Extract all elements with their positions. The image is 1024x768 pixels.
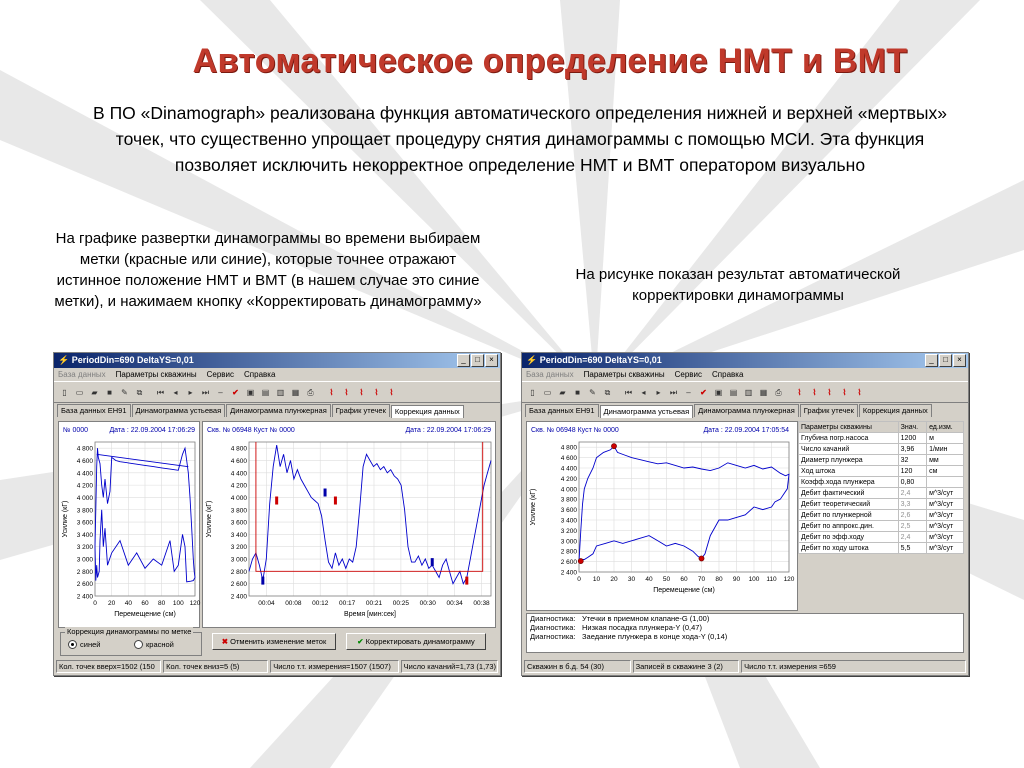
param-unit: м^3/сут: [927, 488, 964, 499]
status-measure-points: Число т.т. измерения=1507 (1507): [270, 660, 398, 673]
y-tick-label: 3 600: [230, 519, 247, 527]
y-tick-label: 2 600: [560, 559, 577, 567]
y-tick-label: 4 200: [230, 482, 247, 490]
close-button[interactable]: ×: [485, 354, 498, 367]
time-marker: [275, 497, 278, 505]
x-tick-label: 50: [662, 576, 671, 583]
y-tick-label: 2 400: [230, 593, 247, 601]
param-name: Дебит по плунжерной: [799, 510, 899, 521]
menu-well-params[interactable]: Параметры скважины: [115, 370, 197, 379]
new-icon[interactable]: ▯: [530, 387, 535, 397]
chart4-icon[interactable]: ⌇: [842, 387, 847, 397]
minimize-button[interactable]: _: [457, 354, 470, 367]
result-chart-panel: [526, 421, 798, 611]
y-tick-label: 3 000: [76, 556, 93, 564]
param-name: Дебит по ходу штока: [799, 543, 899, 554]
last-record-icon[interactable]: ⏭: [201, 387, 210, 397]
print-icon[interactable]: ⎙: [307, 387, 314, 397]
y-tick-label: 3 400: [76, 531, 93, 539]
check-icon[interactable]: ✔: [232, 387, 239, 397]
cancel-marks-button[interactable]: [212, 633, 336, 650]
x-tick-label: 120: [783, 576, 795, 583]
right-window-titlebar[interactable]: [522, 353, 968, 368]
y-tick-label: 3 400: [560, 517, 577, 525]
check-icon[interactable]: ✔: [700, 387, 707, 397]
x-tick-label: 120: [189, 600, 201, 607]
save-icon[interactable]: ■: [575, 387, 580, 397]
param-value: 5,5: [898, 543, 926, 554]
param-value: 2,5: [898, 521, 926, 532]
delete-record-icon[interactable]: –: [686, 387, 691, 397]
tab-leak-chart[interactable]: График утечек: [332, 404, 390, 417]
print-icon[interactable]: ⎙: [775, 387, 782, 397]
params-row[interactable]: [799, 488, 964, 499]
params-row[interactable]: [799, 532, 964, 543]
save-icon[interactable]: ■: [107, 387, 112, 397]
dead-point-marker: [699, 556, 704, 561]
correct-check-icon: ✔: [357, 637, 364, 646]
params-row[interactable]: [799, 499, 964, 510]
intro-paragraph: В ПО «Dinamograph» реализована функция автоматического определения нижней и верхней «мертвых» точек, что существенно упрощает процедуру снятия динамограммы с помощью МСИ. Эта функция позволяет исключить некорректное определение НМТ и ВМТ оператором визуально: [93, 103, 947, 175]
menu-database[interactable]: База данных: [58, 370, 106, 379]
params-row[interactable]: [799, 477, 964, 488]
params-header-row: [799, 422, 964, 433]
menu-well-params[interactable]: Параметры скважины: [583, 370, 665, 379]
param-unit: 1/мин: [927, 444, 964, 455]
x-tick-label: 40: [645, 576, 653, 583]
doc2-icon[interactable]: ▥: [744, 387, 753, 397]
x-tick-label: 20: [610, 576, 618, 583]
x-tick-label: 80: [715, 576, 723, 583]
y-tick-label: 4 200: [76, 482, 93, 490]
right-caption: На рисунке показан результат автоматической корректировки динамограммы: [575, 266, 901, 304]
y-tick-label: 2 600: [230, 581, 247, 589]
minimize-button[interactable]: _: [925, 354, 938, 367]
small-dynamogram-chart: [59, 422, 199, 627]
left-statusbar: [56, 660, 498, 673]
menu-database[interactable]: База данных: [526, 370, 574, 379]
params-col-unit: ед.изм.: [927, 422, 964, 433]
small-chart-panel: [58, 421, 200, 628]
y-tick-label: 4 800: [560, 444, 577, 452]
param-name: Дебит теоретический: [799, 499, 899, 510]
radio-red-label: красной: [146, 640, 174, 649]
y-tick-label: 4 000: [230, 494, 247, 502]
diagnostic-row: Диагностика: Низкая посадка плунжера-Y (0,47): [530, 623, 702, 632]
radio-blue-label: синей: [80, 640, 101, 649]
first-record-icon[interactable]: ⏮: [156, 387, 165, 397]
tab-leak-chart[interactable]: График утечек: [800, 404, 858, 417]
tab-data-correction[interactable]: Коррекция данных: [391, 405, 464, 418]
x-tick-label: 00:25: [392, 600, 410, 607]
folder-icon[interactable]: ▰: [559, 387, 566, 397]
radio-blue[interactable]: [68, 640, 100, 649]
param-name: Число качаний: [799, 444, 899, 455]
import-icon[interactable]: ▣: [714, 387, 723, 397]
menubar: [54, 368, 500, 381]
chart-date-label: Дата : 22.09.2004 17:06:29: [405, 427, 491, 434]
status-strokes: Число качаний=1,73 (1,73): [401, 660, 498, 673]
x-tick-label: 00:04: [258, 600, 275, 607]
last-record-icon[interactable]: ⏭: [669, 387, 678, 397]
y-tick-label: 3 200: [76, 544, 93, 552]
param-name: Дебит по эфф.ходу: [799, 532, 899, 543]
new-icon[interactable]: ▯: [62, 387, 67, 397]
y-tick-label: 2 800: [76, 568, 93, 576]
chart4-icon[interactable]: ⌇: [374, 387, 379, 397]
copy-icon[interactable]: ⧉: [136, 387, 143, 397]
param-unit: м^3/сут: [927, 532, 964, 543]
params-row[interactable]: [799, 455, 964, 466]
doc-icon[interactable]: ▤: [261, 387, 270, 397]
tab-wellhead-dynamogram[interactable]: Динамограмма устьевая: [600, 405, 694, 418]
y-tick-label: 3 000: [560, 538, 577, 546]
x-tick-label: 0: [577, 576, 581, 583]
prev-record-icon[interactable]: ◂: [173, 387, 178, 397]
params-row[interactable]: [799, 521, 964, 532]
folder-icon[interactable]: ▰: [91, 387, 98, 397]
copy-icon[interactable]: ⧉: [604, 387, 611, 397]
x-tick-label: 00:38: [473, 600, 490, 607]
y-tick-label: 4 600: [230, 457, 247, 465]
next-record-icon[interactable]: ▸: [656, 387, 661, 397]
menu-help[interactable]: Справка: [244, 370, 276, 379]
toolbar: [54, 381, 500, 403]
y-tick-label: 3 400: [230, 531, 247, 539]
y-axis-label: Усилие (кГ): [206, 500, 213, 538]
cancel-x-icon: ✖: [221, 637, 229, 646]
param-value: 32: [898, 455, 926, 466]
y-tick-label: 2 800: [560, 548, 577, 556]
y-tick-label: 2 400: [76, 593, 93, 601]
tab-plunger-dynamogram[interactable]: Динамограмма плунжерная: [226, 404, 331, 417]
y-tick-label: 4 000: [560, 486, 577, 494]
next-record-icon[interactable]: ▸: [188, 387, 193, 397]
slide-title: Автоматическое определение НМТ и ВМТ: [192, 42, 908, 80]
param-unit: [927, 477, 964, 488]
param-value: 1200: [898, 433, 926, 444]
cancel-marks-label: Отменить изменение меток: [230, 637, 327, 646]
x-tick-label: 00:08: [285, 600, 302, 607]
x-tick-label: 00:12: [312, 600, 329, 607]
x-tick-label: 70: [697, 576, 706, 583]
radio-blue-dot[interactable]: [68, 640, 77, 649]
x-tick-label: 100: [172, 600, 184, 607]
y-tick-label: 4 600: [560, 455, 577, 463]
corrected-dynamogram-chart: [527, 422, 797, 610]
x-tick-label: 00:21: [365, 600, 383, 607]
x-axis-label: Время [мин:сек]: [344, 611, 396, 618]
right-app-window: [521, 352, 969, 676]
param-unit: м^3/сут: [927, 499, 964, 510]
status-wells-in-db: Скважин в б.д. 54 (30): [524, 660, 631, 673]
chart3-icon[interactable]: ⌇: [359, 387, 364, 397]
y-tick-label: 4 200: [560, 475, 577, 483]
chart-date-label: Дата : 22.09.2004 17:06:29: [109, 427, 195, 434]
y-tick-label: 4 800: [76, 445, 93, 453]
y-tick-label: 3 200: [560, 527, 577, 535]
toolbar: [522, 381, 968, 403]
doc-icon[interactable]: ▤: [729, 387, 738, 397]
app-icon: ⚡: [526, 355, 538, 365]
y-tick-label: 3 200: [230, 544, 247, 552]
y-axis-label: Усилие (кГ): [62, 500, 69, 538]
chart1-icon[interactable]: ⌇: [797, 387, 802, 397]
tab-strip: [522, 403, 968, 417]
chart-well-label: Скв. № 06948 Куст № 0000: [207, 427, 295, 434]
time-marker: [261, 577, 264, 585]
window-title: PeriodDin=690 DeltaYS=0,01: [71, 355, 194, 365]
x-axis-label: Перемещение (см): [653, 587, 715, 594]
dead-point-marker: [611, 444, 616, 449]
radio-red-dot[interactable]: [134, 640, 143, 649]
params-row[interactable]: [799, 510, 964, 521]
menu-service[interactable]: Сервис: [674, 370, 703, 379]
x-tick-label: 20: [108, 600, 116, 607]
status-records: Записей в скважине 3 (2): [633, 660, 740, 673]
params-row[interactable]: [799, 466, 964, 477]
prev-record-icon[interactable]: ◂: [641, 387, 646, 397]
chart-date-label: Дата : 22.09.2004 17:05:54: [703, 427, 789, 434]
correct-dynamogram-button[interactable]: [346, 633, 486, 650]
y-tick-label: 3 800: [76, 507, 93, 515]
param-unit: м^3/сут: [927, 510, 964, 521]
tab-database[interactable]: База данных ЕН91: [57, 404, 131, 417]
time-marker: [324, 489, 327, 497]
param-unit: мм: [927, 455, 964, 466]
param-value: 0,80: [898, 477, 926, 488]
diagnostic-row: Диагностика: Утечки в приемном клапане-G (1,00): [530, 614, 710, 623]
maximize-button[interactable]: □: [471, 354, 484, 367]
y-tick-label: 4 800: [230, 445, 247, 453]
y-tick-label: 3 000: [230, 556, 247, 564]
param-unit: м: [927, 433, 964, 444]
first-record-icon[interactable]: ⏮: [624, 387, 633, 397]
param-unit: м^3/сут: [927, 543, 964, 554]
chart2-icon[interactable]: ⌇: [344, 387, 349, 397]
left-app-window: [53, 352, 501, 676]
tab-plunger-dynamogram[interactable]: Динамограмма плунжерная: [694, 404, 799, 417]
params-row[interactable]: [799, 543, 964, 554]
x-tick-label: 60: [141, 600, 149, 607]
dead-point-marker: [578, 558, 583, 563]
param-unit: см: [927, 466, 964, 477]
param-value: 3,3: [898, 499, 926, 510]
close-button[interactable]: ×: [953, 354, 966, 367]
param-name: Ход штока: [799, 466, 899, 477]
maximize-button[interactable]: □: [939, 354, 952, 367]
param-name: Коэфф.хода плунжера: [799, 477, 899, 488]
param-value: 2,4: [898, 532, 926, 543]
diagnostic-row: Диагностика: Заедание плунжера в конце хода-Y (0,14): [530, 632, 728, 641]
doc3-icon[interactable]: ▦: [759, 387, 768, 397]
x-tick-label: 90: [732, 576, 741, 583]
import-icon[interactable]: ▣: [246, 387, 255, 397]
menu-help[interactable]: Справка: [712, 370, 744, 379]
left-window-titlebar[interactable]: [54, 353, 500, 368]
tab-database[interactable]: База данных ЕН91: [525, 404, 599, 417]
status-measure-points: Число т.т. измерения =659: [741, 660, 966, 673]
y-axis-label: Усилие (кГ): [530, 488, 537, 526]
y-tick-label: 2 800: [230, 568, 247, 576]
param-name: Дебит по аппрокс.дин.: [799, 521, 899, 532]
chart-well-label: Скв. № 06948 Куст № 0000: [531, 427, 619, 434]
y-tick-label: 4 600: [76, 457, 93, 465]
groupbox-title: Коррекция динамограммы по метке: [67, 627, 192, 636]
open-icon[interactable]: ▭: [543, 387, 552, 397]
window-title: PeriodDin=690 DeltaYS=0,01: [539, 355, 662, 365]
radio-red[interactable]: [134, 640, 174, 649]
x-tick-label: 110: [766, 576, 777, 583]
x-tick-label: 00:30: [419, 600, 436, 607]
params-row[interactable]: [799, 444, 964, 455]
x-tick-label: 0: [93, 600, 97, 607]
status-points-up: Кол. точек вверх=1502 (150: [56, 660, 161, 673]
param-value: 2,6: [898, 510, 926, 521]
y-tick-label: 2 600: [76, 581, 93, 589]
x-tick-label: 00:17: [338, 600, 356, 607]
chart2-icon[interactable]: ⌇: [812, 387, 817, 397]
param-value: 2,4: [898, 488, 926, 499]
param-name: Дебит фактический: [799, 488, 899, 499]
delete-record-icon[interactable]: –: [218, 387, 223, 397]
x-tick-label: 10: [592, 576, 601, 583]
chart3-icon[interactable]: ⌇: [827, 387, 832, 397]
open-icon[interactable]: ▭: [75, 387, 84, 397]
y-tick-label: 4 400: [76, 470, 93, 478]
param-value: 3,96: [898, 444, 926, 455]
well-params-table: [798, 421, 964, 554]
chart5-icon[interactable]: ⌇: [389, 387, 394, 397]
x-tick-label: 30: [627, 576, 636, 583]
x-tick-label: 80: [158, 600, 166, 607]
y-tick-label: 2 400: [560, 569, 577, 577]
x-tick-label: 60: [680, 576, 688, 583]
y-tick-label: 3 800: [560, 496, 577, 504]
y-tick-label: 3 600: [560, 507, 577, 515]
time-marker: [465, 577, 468, 585]
diagnostics-list: [526, 613, 964, 653]
correct-dynamogram-label: Корректировать динамограмму: [365, 637, 475, 646]
params-col-name: Параметры скважины: [799, 422, 899, 433]
param-name: Диаметр плунжера: [799, 455, 899, 466]
x-axis-label: Перемещение (см): [114, 611, 176, 618]
param-value: 120: [898, 466, 926, 477]
chart-well-label: № 0000: [63, 427, 89, 434]
y-tick-label: 4 400: [230, 470, 247, 478]
time-marker: [431, 558, 434, 566]
status-points-down: Кол. точек вниз=5 (5): [163, 660, 268, 673]
right-statusbar: [524, 660, 966, 673]
tab-data-correction[interactable]: Коррекция данных: [859, 404, 932, 417]
param-unit: м^3/сут: [927, 521, 964, 532]
menu-service[interactable]: Сервис: [206, 370, 235, 379]
edit-icon[interactable]: ✎: [121, 387, 128, 397]
y-tick-label: 4 000: [76, 494, 93, 502]
params-col-value: Знач.: [898, 422, 926, 433]
tab-strip: [54, 403, 500, 417]
menubar: [522, 368, 968, 381]
chart5-icon[interactable]: ⌇: [857, 387, 862, 397]
y-tick-label: 3 600: [76, 519, 93, 527]
edit-icon[interactable]: ✎: [589, 387, 596, 397]
x-tick-label: 100: [748, 576, 760, 583]
x-tick-label: 00:34: [446, 600, 463, 607]
doc2-icon[interactable]: ▥: [276, 387, 285, 397]
param-name: Глубина погр.насоса: [799, 433, 899, 444]
tab-wellhead-dynamogram[interactable]: Динамограмма устьевая: [132, 404, 226, 417]
time-marker: [334, 497, 337, 505]
x-tick-label: 40: [124, 600, 132, 607]
time-sweep-chart: [203, 422, 495, 627]
y-tick-label: 3 800: [230, 507, 247, 515]
doc3-icon[interactable]: ▦: [291, 387, 300, 397]
chart1-icon[interactable]: ⌇: [329, 387, 334, 397]
time-chart-panel: [202, 421, 496, 628]
app-icon: ⚡: [58, 355, 70, 365]
y-tick-label: 4 400: [560, 465, 577, 473]
left-caption: На графике развертки динамограммы во времени выбираем метки (красные или синие), которые точнее отражают истинное положение НМТ и ВМТ (в нашем случае это синие метки), и нажимаем кнопку «Корректировать динамограмму»: [54, 230, 482, 310]
params-row[interactable]: [799, 433, 964, 444]
